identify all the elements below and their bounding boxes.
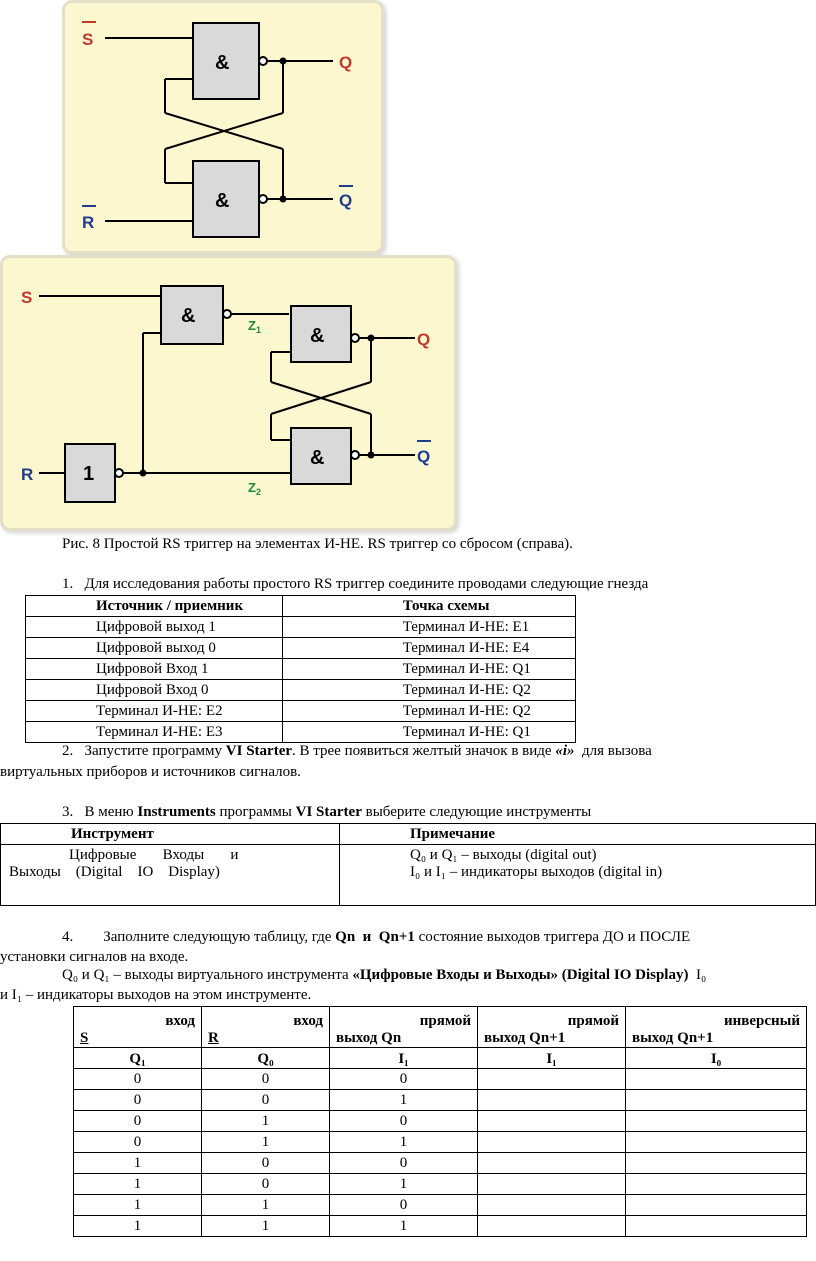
table-row: Цифровой Вход 0 Терминал И-НЕ: Q2 <box>26 680 576 701</box>
table-row: Терминал И-НЕ: E2 Терминал И-НЕ: Q2 <box>26 701 576 722</box>
step-4-line2: установки сигналов на входе. <box>0 949 189 965</box>
table-row: 0 0 0 <box>74 1069 807 1090</box>
not-gate-label: 1 <box>83 463 95 485</box>
table-row: 1 0 1 <box>74 1174 807 1195</box>
table-row: Цифровой Вход 1 Терминал И-НЕ: Q1 <box>26 659 576 680</box>
truth-table <box>73 1006 807 1237</box>
step-4-text: 4. Заполните следующую таблицу, где Qn и Qn+1 состояние выходов триггера ДО и ПОСЛЕ <box>62 929 691 945</box>
table-subheader-row: Q₁ Q₀ I₁ I₁ I₀ <box>74 1048 807 1069</box>
table-row: 1 1 1 <box>74 1216 807 1237</box>
rs-reset-diagram <box>3 258 454 528</box>
q-label: Q <box>339 53 353 72</box>
and-gate-input-label: & <box>181 305 196 327</box>
r-label: R <box>21 465 34 484</box>
s-bar-label: S <box>82 30 94 49</box>
q-bar-label: Q <box>339 191 353 210</box>
figure-rs-simple <box>62 0 384 254</box>
step-1-text: 1. Для исследования работы простого RS триггер соедините проводами следующие гнезда <box>62 576 649 592</box>
z1-label: $Z_1$ <box>248 318 261 335</box>
table-row: 0 0 1 <box>74 1090 807 1111</box>
table-row: 0 1 1 <box>74 1132 807 1153</box>
connections-table <box>25 595 576 743</box>
table-row: 0 1 0 <box>74 1111 807 1132</box>
header-note: Примечание <box>340 824 816 845</box>
table-row: 1 1 0 <box>74 1195 807 1216</box>
and-gate-top-label: & <box>310 325 325 347</box>
instruments-table <box>0 823 816 906</box>
table-header-row <box>1 824 816 845</box>
step-3-text: 3. В меню Instruments программы VI Starter выберите следующие инструменты <box>62 804 592 820</box>
step-2-text: 2. Запустите программу VI Starter. В трее появиться желтый значок в виде «i» для вызова <box>62 743 652 759</box>
header-source: Источник / приемник <box>26 596 283 617</box>
step-4-line3: Q₀ и Q₁ – выходы виртуального инструмента «Цифровые Входы и Выходы» (Digital IO Display) I₀ <box>62 967 707 983</box>
r-bar-label: R <box>82 213 95 232</box>
rs-simple-diagram <box>65 3 381 251</box>
and-gate-bottom-label: & <box>215 190 230 212</box>
table-row: Цифровой выход 1 Терминал И-НЕ: E1 <box>26 617 576 638</box>
s-label: S <box>21 288 33 307</box>
table-row: Цифровые Входы и Выходы (Digital IO Display) Q₀ и Q₁ – выходы (digital out) I₀ и I₁ – индикаторы выходов (digital in) <box>1 845 816 906</box>
table-row: Терминал И-НЕ: E3 Терминал И-НЕ: Q1 <box>26 722 576 743</box>
table-row: 1 0 0 <box>74 1153 807 1174</box>
table-row: Цифровой выход 0 Терминал И-НЕ: E4 <box>26 638 576 659</box>
table-header-row: вход S вход R прямой выход Qn прямой выход Qn+1 инверсный выход Qn+1 <box>74 1007 807 1048</box>
figure-rs-reset <box>0 255 457 531</box>
step-2-line2: виртуальных приборов и источников сигналов. <box>0 764 301 780</box>
step-4-line4: и I₁ – индикаторы выходов на этом инструменте. <box>0 987 312 1003</box>
header-instrument: Инструмент <box>1 824 340 845</box>
header-point: Точка схемы <box>282 596 575 617</box>
figure-caption: Рис. 8 Простой RS триггер на элементах И-НЕ. RS триггер со сбросом (справа). <box>62 536 573 552</box>
q-label: Q <box>417 330 431 349</box>
z2-label: $Z_2$ <box>248 480 261 497</box>
and-gate-bottom-label: & <box>310 447 325 469</box>
q-bar-label: Q <box>417 447 431 466</box>
table-header-row <box>26 596 576 617</box>
and-gate-top-label: & <box>215 52 230 74</box>
